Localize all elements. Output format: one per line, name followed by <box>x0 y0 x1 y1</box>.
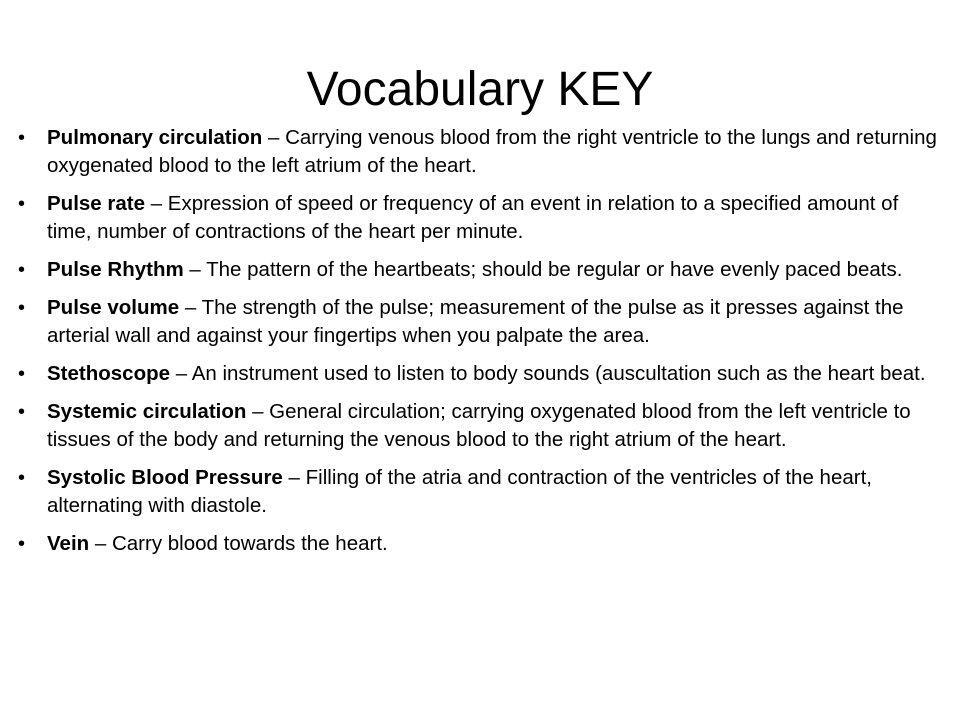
term: Pulse Rhythm <box>47 258 184 281</box>
list-item <box>18 256 947 284</box>
list-item <box>18 294 947 350</box>
term: Pulse rate <box>47 192 145 215</box>
bullet-icon: • <box>18 363 26 385</box>
slide-title: Vocabulary KEY <box>306 63 654 116</box>
definition: – Filling of the atria and contraction of the ventricles of the heart, alternating with diastole. <box>47 466 872 517</box>
vocabulary-list <box>18 124 947 568</box>
list-item <box>18 360 947 388</box>
bullet-icon: • <box>18 533 26 555</box>
definition: – General circulation; carrying oxygenated blood from the left ventricle to tissues of the body and returning the venous blood to the right atrium of the heart. <box>47 400 911 451</box>
term: Vein <box>47 532 90 555</box>
list-item <box>18 464 947 520</box>
term: Pulse volume <box>47 296 180 319</box>
definition: – Expression of speed or frequency of an event in relation to a specified amount of time, number of contractions of the heart per minute. <box>47 192 899 243</box>
list-item <box>18 190 947 246</box>
definition: – An instrument used to listen to body sounds (auscultation such as the heart beat. <box>170 362 926 385</box>
list-item <box>18 530 947 558</box>
definition: – Carry blood towards the heart. <box>89 532 388 555</box>
term: Systolic Blood Pressure <box>47 466 283 489</box>
bullet-icon: • <box>18 467 26 489</box>
bullet-icon: • <box>18 401 26 423</box>
definition: – Carrying venous blood from the right ventricle to the lungs and returning oxygenated blood to the left atrium of the heart. <box>47 126 937 177</box>
bullet-icon: • <box>18 259 26 281</box>
list-item <box>18 124 947 180</box>
definition: – The pattern of the heartbeats; should be regular or have evenly paced beats. <box>183 258 903 281</box>
term: Systemic circulation <box>47 400 247 423</box>
bullet-icon: • <box>18 193 26 215</box>
bullet-icon: • <box>18 127 26 149</box>
bullet-icon: • <box>18 297 26 319</box>
definition: – The strength of the pulse; measurement of the pulse as it presses against the arterial wall and against your fingertips when you palpate the area. <box>47 296 904 347</box>
list-item <box>18 398 947 454</box>
term: Stethoscope <box>47 362 171 385</box>
term: Pulmonary circulation <box>47 126 263 149</box>
